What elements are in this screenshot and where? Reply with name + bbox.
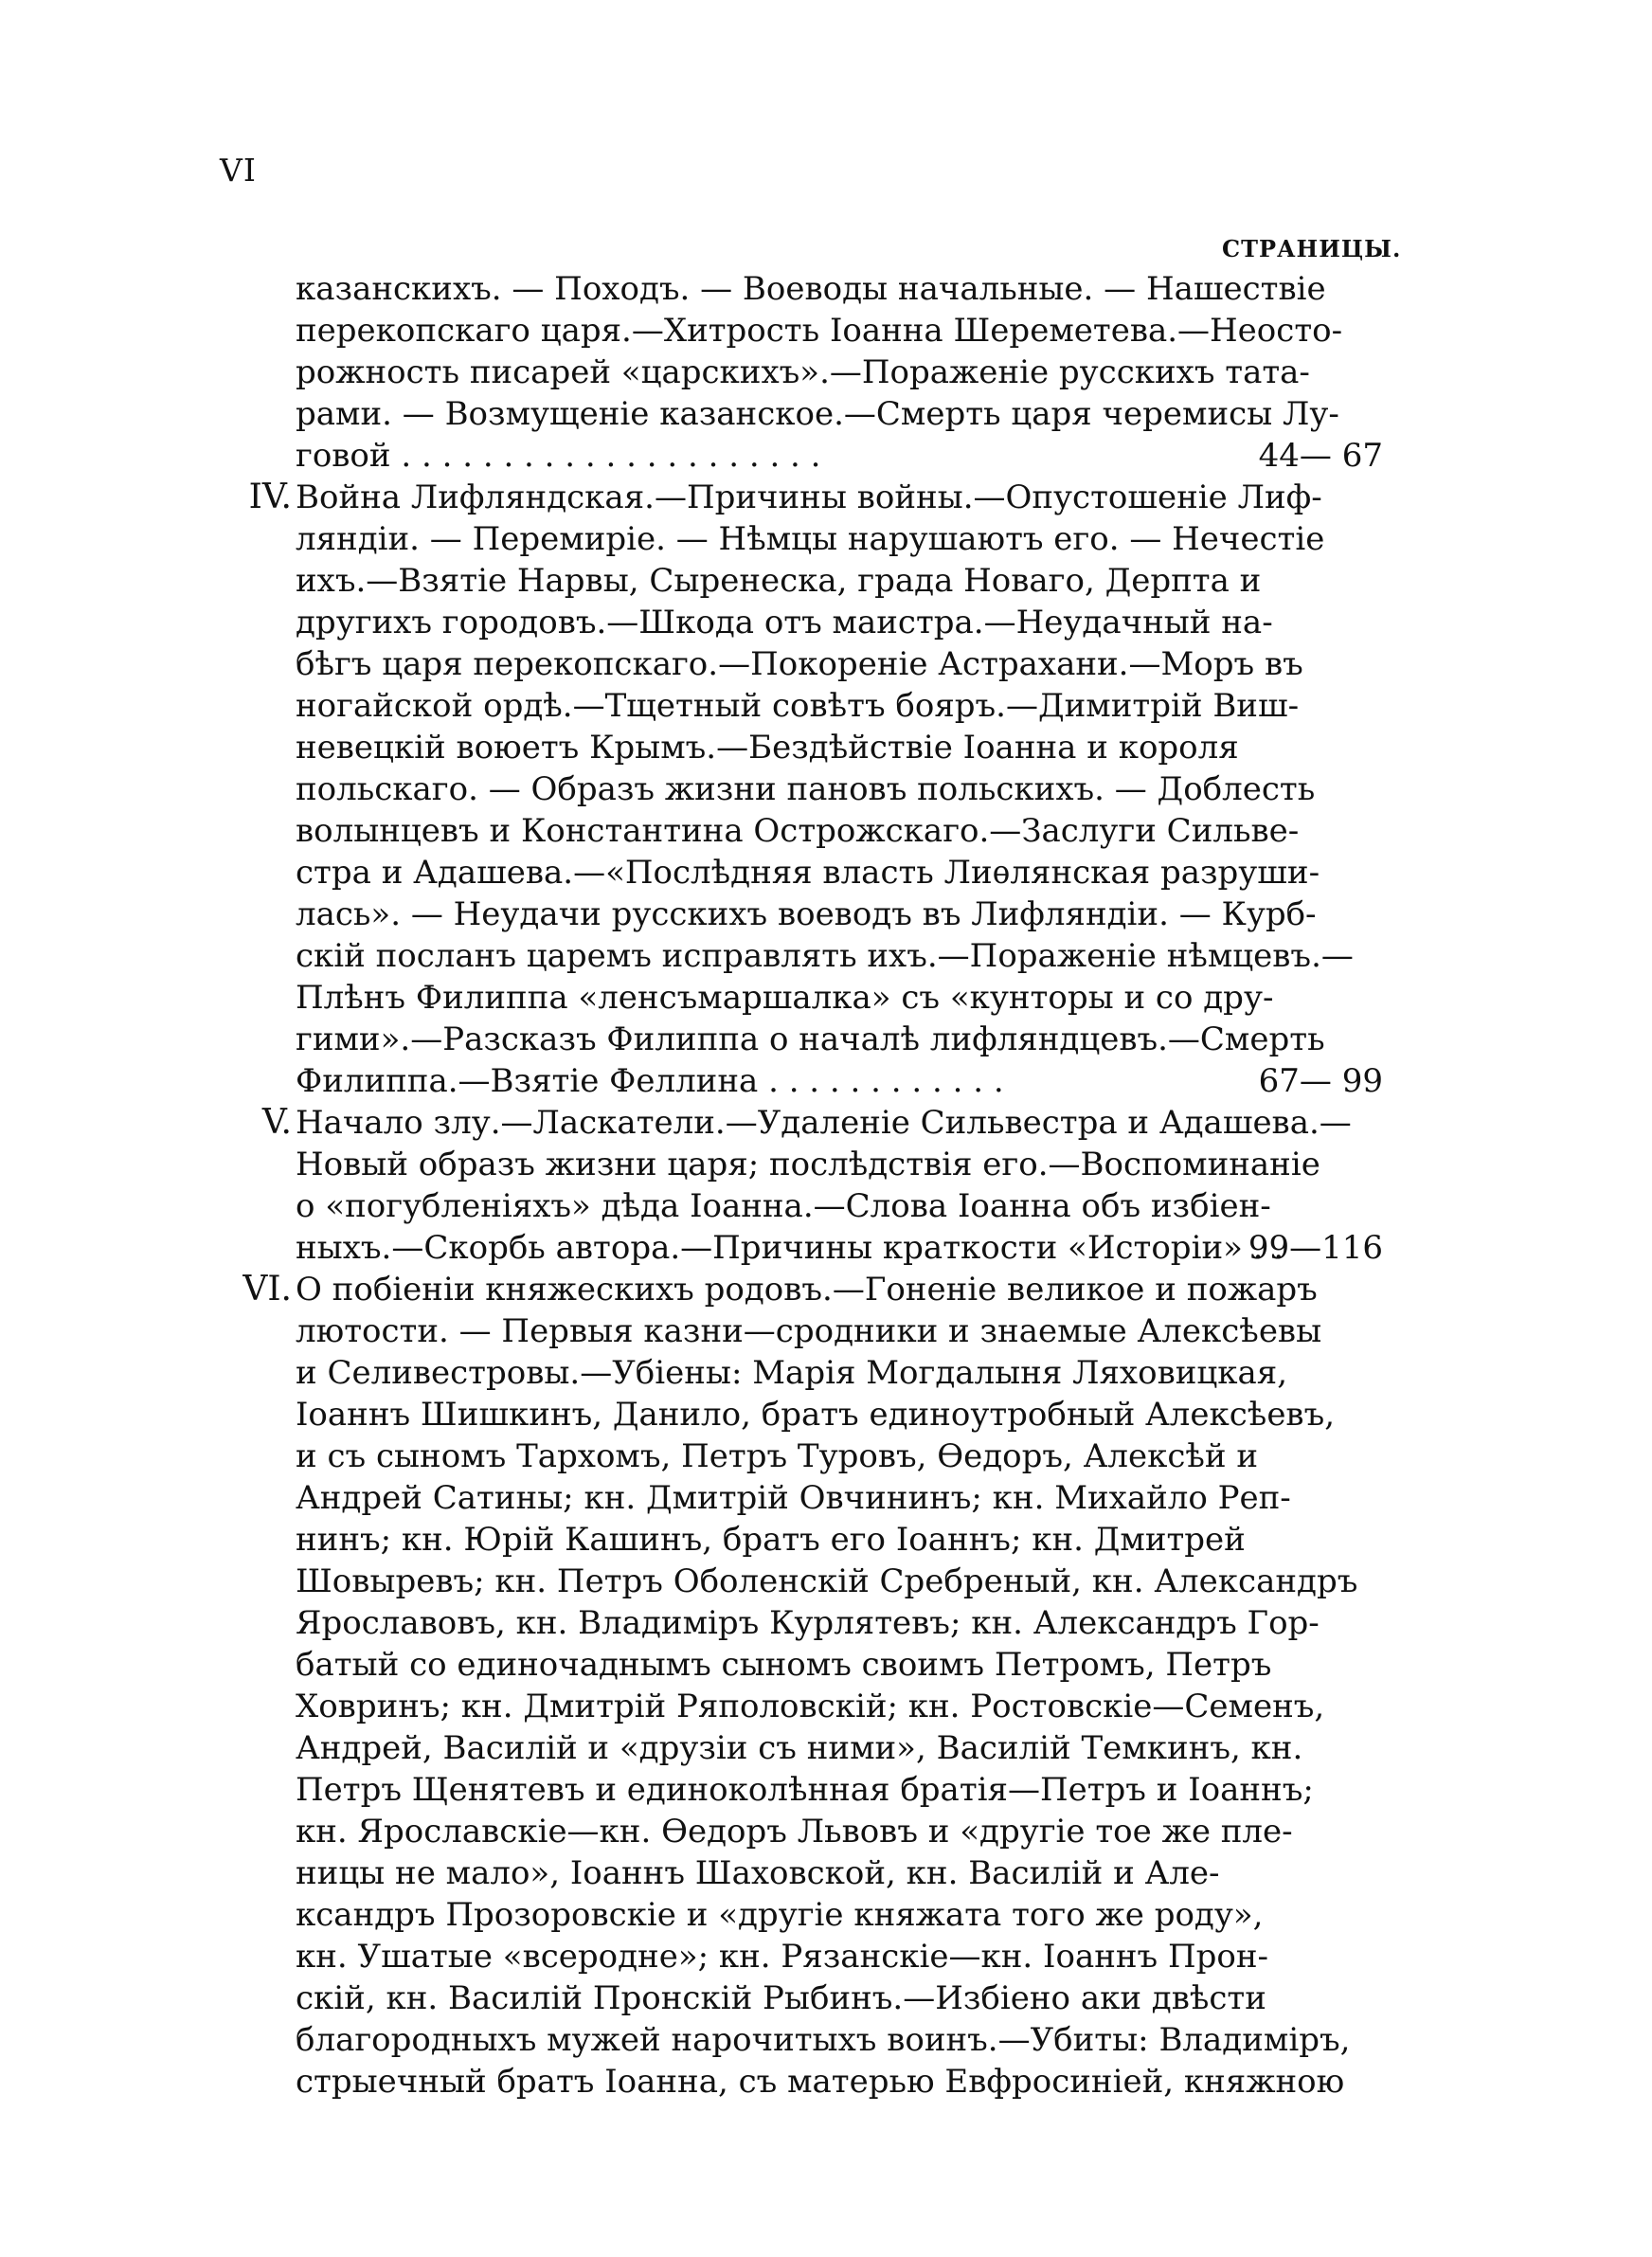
entry-text-line: стрыечный братъ Іоанна, съ матерью Евфросиніей, княжною	[296, 2063, 1345, 2101]
entry-text-line: лютости. — Первыя казни—сродники и знаемые Алексѣевы	[296, 1312, 1322, 1350]
entry-text-line: стра и Адашева.—«Послѣдняя власть Лиѳлянская разруши-	[296, 854, 1320, 892]
entry-text-line: ихъ.—Взятіе Нарвы, Сыренеска, града Новаго, Дерпта и	[296, 562, 1262, 600]
entry-text-line: Петръ Щенятевъ и единоколѣнная братія—Петръ и Іоаннъ;	[296, 1771, 1314, 1809]
entry-text-line: Новый образъ жизни царя; послѣдствія его.—Воспоминаніе	[296, 1146, 1320, 1183]
entry-text-line: Филиппа.—Взятіе Феллина . . . . . . . . . . . .	[296, 1062, 1004, 1100]
entry-text-line: бѣгъ царя перекопскаго.—Покореніе Астрахани.—Моръ въ	[296, 645, 1303, 683]
entry-text-line: нинъ; кн. Юрій Кашинъ, братъ его Іоаннъ; кн. Дмитрей	[296, 1521, 1246, 1559]
entry-text-line: казанскихъ. — Походъ. — Воеводы начальные. — Нашествіе	[296, 270, 1326, 308]
entry-text-line: Іоаннъ Шишкинъ, Данило, братъ единоутробный Алексѣевъ,	[296, 1396, 1336, 1434]
entry-text-line: говой . . . . . . . . . . . . . . . . . . . . .	[296, 437, 821, 475]
entry-text-line: батый со единочаднымъ сыномъ своимъ Петромъ, Петръ	[296, 1646, 1272, 1684]
entry-pages: 44— 67	[1258, 437, 1383, 475]
entry-text-line: Шовыревъ; кн. Петръ Оболенскій Сребреный, кн. Александръ	[296, 1562, 1358, 1600]
entry-text-line: о «погубленіяхъ» дѣда Іоанна.—Слова Іоанна объ избіен-	[296, 1187, 1271, 1225]
entry-text-line: О побіеніи княжескихъ родовъ.—Гоненіе великое и пожаръ	[296, 1271, 1318, 1309]
entry-text-line: гими».—Разсказъ Филиппа о началѣ лифляндцевъ.—Смерть	[296, 1020, 1325, 1058]
entry-text-line: благородныхъ мужей нарочитыхъ воинъ.—Убиты: Владиміръ,	[296, 2021, 1351, 2059]
entry-text-line: другихъ городовъ.—Шкода отъ маистра.—Неудачный на-	[296, 604, 1273, 641]
entry-text-line: скій, кн. Василій Пронскій Рыбинъ.—Избіено аки двѣсти	[296, 1979, 1266, 2017]
entry-text-line: и съ сыномъ Тархомъ, Петръ Туровъ, Ѳедоръ, Алексѣй и	[296, 1437, 1259, 1475]
entry-text-line: ксандръ Прозоровскіе и «другіе княжата того же роду»,	[296, 1896, 1264, 1934]
chapter-numeral: IV.	[248, 478, 292, 516]
entry-text-line: ныхъ.—Скорбь автора.—Причины краткости «Исторіи» . .	[296, 1229, 1284, 1267]
entry-text-line: лась». — Неудачи русскихъ воеводъ въ Лифляндіи. — Курб-	[296, 895, 1317, 933]
entry-text-line: польскаго. — Образъ жизни пановъ польскихъ. — Доблесть	[296, 770, 1316, 808]
entry-text-line: невецкій воюетъ Крымъ.—Бездѣйствіе Іоанна и короля	[296, 729, 1239, 767]
entry-pages: 99—116	[1248, 1229, 1383, 1267]
entry-text-line: перекопскаго царя.—Хитрость Іоанна Шереметева.—Неосто-	[296, 312, 1343, 350]
entry-text-line: рами. — Возмущеніе казанское.—Смерть царя черемисы Лу-	[296, 395, 1339, 433]
entry-text-line: ляндіи. — Перемиріе. — Нѣмцы нарушаютъ его. — Нечестіе	[296, 520, 1325, 558]
entry-text-line: Андрей, Василій и «друзіи съ ними», Василій Темкинъ, кн.	[296, 1729, 1303, 1767]
entry-text-line: кн. Ярославскіе—кн. Ѳедоръ Львовъ и «другіе тое же пле-	[296, 1813, 1293, 1851]
entry-text-line: ногайской ордѣ.—Тщетный совѣтъ бояръ.—Димитрій Виш-	[296, 687, 1300, 725]
pages-column-header: СТРАНИЦЫ.	[1222, 235, 1402, 262]
entry-text-line: и Селивестровы.—Убіены: Марія Могдалыня Ляховицкая,	[296, 1354, 1288, 1392]
entry-text-line: Начало злу.—Ласкатели.—Удаленіе Сильвестра и Адашева.—	[296, 1104, 1352, 1142]
entry-text-line: Ховринъ; кн. Дмитрій Ряполовскій; кн. Ростовскіе—Семенъ,	[296, 1688, 1325, 1725]
entry-pages: 67— 99	[1258, 1062, 1383, 1100]
page-number: VI	[220, 152, 257, 189]
chapter-numeral: V.	[261, 1103, 292, 1142]
chapter-numeral: VI.	[242, 1270, 292, 1309]
entry-text-line: скій посланъ царемъ исправлять ихъ.—Пораженіе нѣмцевъ.—	[296, 937, 1354, 975]
entry-text-line: волынцевъ и Константина Острожскаго.—Заслуги Сильве-	[296, 812, 1300, 850]
entry-text-line: рожность писарей «царскихъ».—Пораженіе русскихъ тата-	[296, 353, 1310, 391]
entry-text-line: Плѣнъ Филиппа «ленсъмаршалка» съ «кунторы и со дру-	[296, 979, 1274, 1017]
entry-text-line: Ярославовъ, кн. Владиміръ Курлятевъ; кн. Александръ Гор-	[296, 1604, 1320, 1642]
entry-text-line: Война Лифляндская.—Причины войны.—Опустошеніе Лиф-	[296, 478, 1322, 516]
entry-text-line: кн. Ушатые «всеродне»; кн. Рязанскіе—кн. Іоаннъ Прон-	[296, 1938, 1269, 1976]
entry-text-line: ницы не мало», Іоаннъ Шаховской, кн. Василій и Але-	[296, 1854, 1220, 1892]
entry-text-line: Андрей Сатины; кн. Дмитрій Овчининъ; кн. Михайло Реп-	[296, 1479, 1291, 1517]
